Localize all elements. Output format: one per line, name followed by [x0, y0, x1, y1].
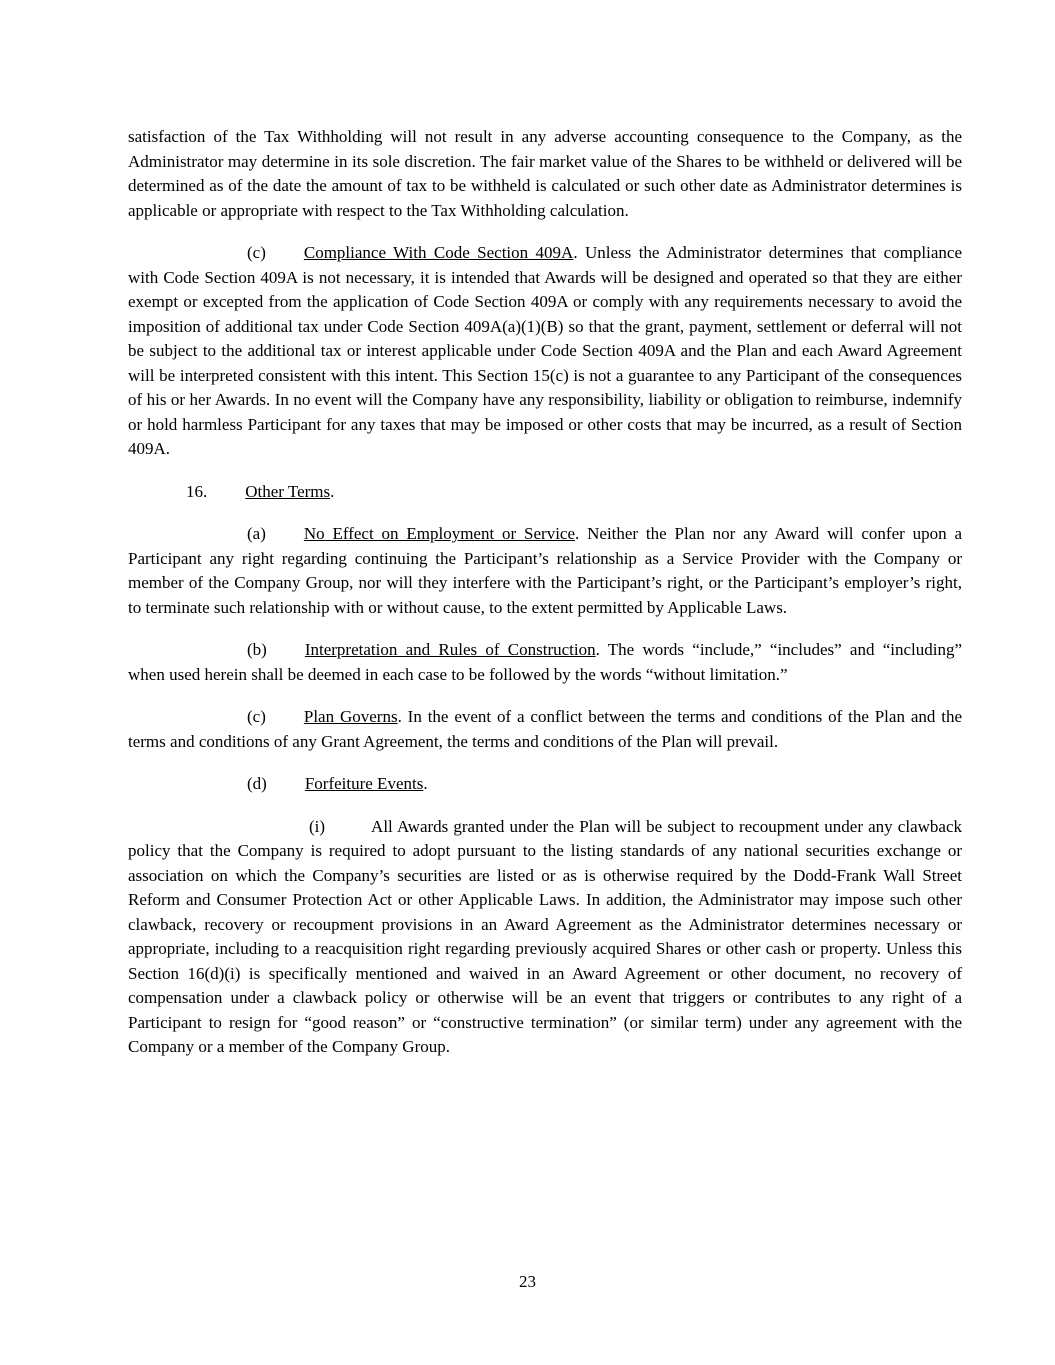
page-number: 23 — [519, 1272, 536, 1291]
clause-body: . In the event of a conflict between the terms and conditions of the Plan and the terms and conditions of any Grant Agreement, the terms and conditions of the Plan will prevail. — [128, 707, 962, 751]
paragraph-section-16c — [128, 705, 962, 754]
paragraph-section-15c — [128, 241, 962, 462]
clause-label: (c) — [247, 243, 266, 262]
paragraph-text: satisfaction of the Tax Withholding will not result in any adverse accounting consequence to the Company, as the Administrator may determine in its sole discretion. The fair market value of the Shares to be withheld or delivered will be determined as of the date the amount of tax to be withheld is calculated or such other date as Administrator determines is applicable or appropriate with respect to the Tax Withholding calculation. — [128, 127, 962, 220]
clause-heading: Forfeiture Events — [304, 774, 424, 793]
clause-label: (i) — [309, 816, 326, 836]
clause-label: (d) — [247, 774, 267, 793]
clause-heading-period: . — [423, 774, 428, 793]
document-body — [128, 125, 962, 1078]
clause-label: (b) — [247, 640, 267, 659]
clause-body: . The words “include,” “includes” and “including” when used herein shall be deemed in each case to be followed by the words “without limitation.” — [128, 640, 962, 684]
clause-heading: No Effect on Employment or Service — [303, 524, 576, 543]
clause-body: All Awards granted under the Plan will be subject to recoupment under any clawback policy that the Company is required to adopt pursuant to the listing standards of any national securities exchange or association on which the Company’s securities are listed or as is otherwise required by the Dodd-Frank Wall Street Reform and Consumer Protection Act or other Applicable Laws. In addition, the Administrator may impose such other clawback, recovery or recoupment provisions in an Award Agreement as the Administrator determines necessary or appropriate, including to a reacquisition right regarding previously acquired Shares or other cash or property. Unless this Section 16(d)(i) is specifically mentioned and waived in an Award Agreement or other document, no recovery of compensation under a clawback policy or otherwise will be an event that triggers or contributes to any right of a Participant to resign for “good reason” or “constructive termination” (or similar term) under any agreement with the Company or a member of the Company Group. — [128, 816, 962, 1056]
paragraph-tax-withholding-continuation — [128, 125, 962, 223]
clause-body: . Neither the Plan nor any Award will confer upon a Participant any right regarding continuing the Participant’s relationship as a Service Provider with the Company or member of the Company Group, nor will they interfere with the Participant’s right, or the Participant’s employer’s right, to terminate such relationship with or without cause, to the extent permitted by Applicable Laws. — [128, 524, 963, 617]
section-number: 16. — [186, 481, 208, 501]
clause-heading: Compliance With Code Section 409A — [303, 243, 574, 262]
section-heading: Other Terms — [245, 481, 331, 501]
section-heading-period: . — [330, 481, 335, 501]
heading-section-16 — [128, 480, 962, 505]
clause-heading: Interpretation and Rules of Construction — [304, 640, 596, 659]
heading-section-16d — [128, 772, 962, 797]
clause-label: (c) — [247, 707, 266, 726]
paragraph-section-16d-i — [128, 815, 962, 1060]
clause-body: . Unless the Administrator determines that compliance with Code Section 409A is not necessary, it is intended that Awards will be designed and operated so that they are either exempt or excepted from the application of Code Section 409A or comply with any requirements necessary to avoid the imposition of additional tax under Code Section 409A(a)(1)(B) so that the grant, payment, settlement or deferral will not be subject to the additional tax or interest applicable under Code Section 409A and the Plan and each Award Agreement will be interpreted consistent with this intent. This Section 15(c) is not a guarantee to any Participant of the consequences of his or her Awards. In no event will the Company have any responsibility, liability or obligation to reimburse, indemnify or hold harmless Participant for any taxes that may be imposed or other costs that may be incurred, as a result of Section 409A. — [128, 243, 962, 458]
paragraph-section-16b — [128, 638, 962, 687]
clause-label: (a) — [247, 524, 266, 543]
clause-heading: Plan Governs — [303, 707, 398, 726]
paragraph-section-16a — [128, 522, 962, 620]
